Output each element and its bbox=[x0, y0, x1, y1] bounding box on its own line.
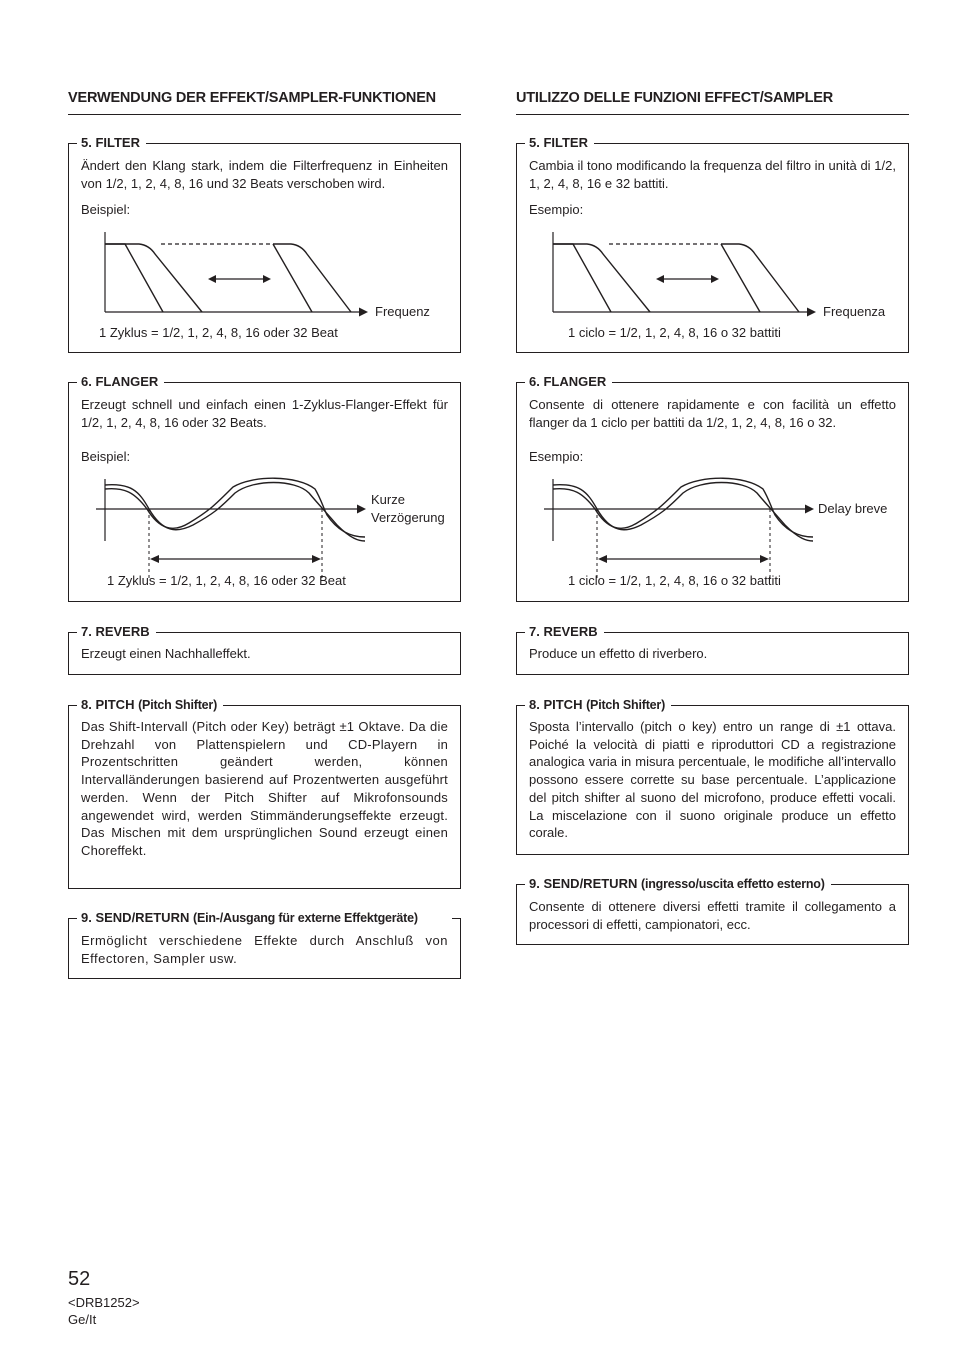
right-reverb-box bbox=[516, 624, 909, 675]
left-send-title bbox=[77, 910, 452, 926]
right-flanger-box bbox=[516, 374, 909, 602]
right-send-title-main: 9. SEND/RETURN bbox=[529, 876, 638, 891]
left-filter-axis-label: Frequenz bbox=[375, 304, 430, 319]
right-pitch-text: Sposta l’intervallo (pitch o key) entro un range di ±1 ottava. Poiché la velocità di piatti e riproduttori CD a registrazione analogica varia in misura percentuale, le modifiche all’intervallo possono essere corrette su base percentuale. L’applicazione del pitch shifter al suono del microfono, produce effetti vocali. La miscelazione con il suono originale produce un effetto corale. bbox=[529, 719, 896, 841]
right-filter-title: 5. FILTER bbox=[525, 135, 594, 151]
right-pitch-title-sub: (Pitch Shifter) bbox=[586, 698, 666, 712]
left-flanger-title: 6. FLANGER bbox=[77, 374, 164, 390]
left-reverb-title: 7. REVERB bbox=[77, 624, 156, 640]
right-column-heading: UTILIZZO DELLE FUNZIONI EFFECT/SAMPLER bbox=[516, 90, 834, 106]
left-flanger-axis-label-2: Verzögerung bbox=[371, 510, 445, 525]
left-filter-text: Ändert den Klang stark, indem die Filterfrequenz in Einheiten von 1/2, 1, 2, 4, 8, 16 und 32 Beats verschoben wird. bbox=[81, 158, 448, 191]
right-send-box bbox=[516, 876, 909, 945]
right-filter-example: Esempio: bbox=[529, 202, 584, 217]
right-filter-axis-label: Frequenza bbox=[823, 304, 886, 319]
left-pitch-text: Das Shift-Intervall (Pitch oder Key) beträgt ±1 Oktave. Da die Drehzahl von Plattenspielern und CD-Playern in Prozentschritten geändert werden, können Intervalländerungen basierend auf Prozentwerten ausgeführt werden. Wenn der Pitch Shifter auf Mikrofonsounds angewendet wird, werden Stimmänderungseffekte erzeugt. Das Mischen mit dem ursprünglichen Sound erzeugt einen Choreffekt. bbox=[81, 719, 448, 858]
box-tick bbox=[454, 918, 460, 919]
box-tick bbox=[902, 884, 908, 885]
left-flanger-example: Beispiel: bbox=[81, 449, 131, 464]
left-pitch-title-main: 8. PITCH bbox=[81, 697, 135, 712]
left-flanger-axis-label-1: Kurze bbox=[371, 492, 405, 507]
left-flanger-text: Erzeugt schnell und einfach einen 1-Zyklus-Flanger-Effekt für 1/2, 1, 2, 4, 8, 16 oder 32 Beats. bbox=[81, 397, 448, 430]
box-tick bbox=[69, 705, 75, 706]
right-reverb-title: 7. REVERB bbox=[525, 624, 604, 640]
left-send-title-main: 9. SEND/RETURN bbox=[81, 910, 190, 925]
left-column-heading: VERWENDUNG DER EFFEKT/SAMPLER-FUNKTIONEN bbox=[68, 90, 436, 106]
language-code: Ge/It bbox=[68, 1312, 97, 1327]
box-tick bbox=[69, 918, 75, 919]
left-send-text: Ermöglicht verschiedene Effekte durch Anschluß von Effectoren, Sampler usw. bbox=[81, 933, 448, 966]
right-filter-cycle-label: 1 ciclo = 1/2, 1, 2, 4, 8, 16 o 32 battiti bbox=[568, 325, 781, 340]
right-reverb-text: Produce un effetto di riverbero. bbox=[529, 646, 708, 661]
right-flanger-diagram bbox=[517, 383, 910, 603]
box-tick bbox=[517, 632, 523, 633]
page-number: 52 bbox=[68, 1268, 91, 1290]
left-filter-diagram bbox=[69, 144, 462, 354]
right-filter-diagram bbox=[517, 144, 910, 354]
right-flanger-cycle-label: 1 ciclo = 1/2, 1, 2, 4, 8, 16 o 32 battiti bbox=[568, 573, 781, 588]
right-send-text: Consente di ottenere diversi effetti tramite il collegamento a processori di effetti, campionatori, ecc. bbox=[529, 899, 896, 932]
left-flanger-cycle-label: 1 Zyklus = 1/2, 1, 2, 4, 8, 16 oder 32 Beat bbox=[107, 573, 346, 588]
left-filter-cycle-label: 1 Zyklus = 1/2, 1, 2, 4, 8, 16 oder 32 Beat bbox=[99, 325, 338, 340]
right-flanger-title: 6. FLANGER bbox=[525, 374, 612, 390]
left-filter-title: 5. FILTER bbox=[77, 135, 146, 151]
right-send-title bbox=[525, 876, 831, 892]
document-code: <DRB1252> bbox=[68, 1295, 140, 1310]
right-pitch-title bbox=[525, 697, 671, 713]
right-pitch-box bbox=[516, 697, 909, 855]
right-pitch-title-main: 8. PITCH bbox=[529, 697, 583, 712]
right-filter-text: Cambia il tono modificando la frequenza del filtro in unità di 1/2, 1, 2, 4, 8, 16 e 32 battiti. bbox=[529, 158, 896, 191]
left-reverb-text: Erzeugt einen Nachhalleffekt. bbox=[81, 646, 251, 661]
right-flanger-text: Consente di ottenere rapidamente e con facilità un effetto flanger da 1 ciclo per battiti da 1/2, 1, 2, 4, 8, 16 o 32. bbox=[529, 397, 896, 430]
left-pitch-title-sub: (Pitch Shifter) bbox=[138, 698, 218, 712]
box-tick bbox=[69, 632, 75, 633]
left-send-title-sub: (Ein-/Ausgang für externe Effektgeräte) bbox=[192, 911, 418, 925]
left-send-box bbox=[68, 910, 461, 979]
left-heading-rule bbox=[68, 114, 461, 115]
right-flanger-axis-label: Delay breve bbox=[818, 501, 888, 516]
right-flanger-example: Esempio: bbox=[529, 449, 584, 464]
right-heading-rule bbox=[516, 114, 909, 115]
left-filter-example: Beispiel: bbox=[81, 202, 131, 217]
left-flanger-box bbox=[68, 374, 461, 602]
left-filter-box bbox=[68, 135, 461, 353]
left-pitch-box bbox=[68, 697, 461, 889]
box-tick bbox=[517, 884, 523, 885]
right-filter-box bbox=[516, 135, 909, 353]
box-tick bbox=[517, 705, 523, 706]
right-send-title-sub: (ingresso/uscita effetto esterno) bbox=[640, 877, 825, 891]
left-pitch-title bbox=[77, 697, 223, 713]
left-reverb-box bbox=[68, 624, 461, 675]
